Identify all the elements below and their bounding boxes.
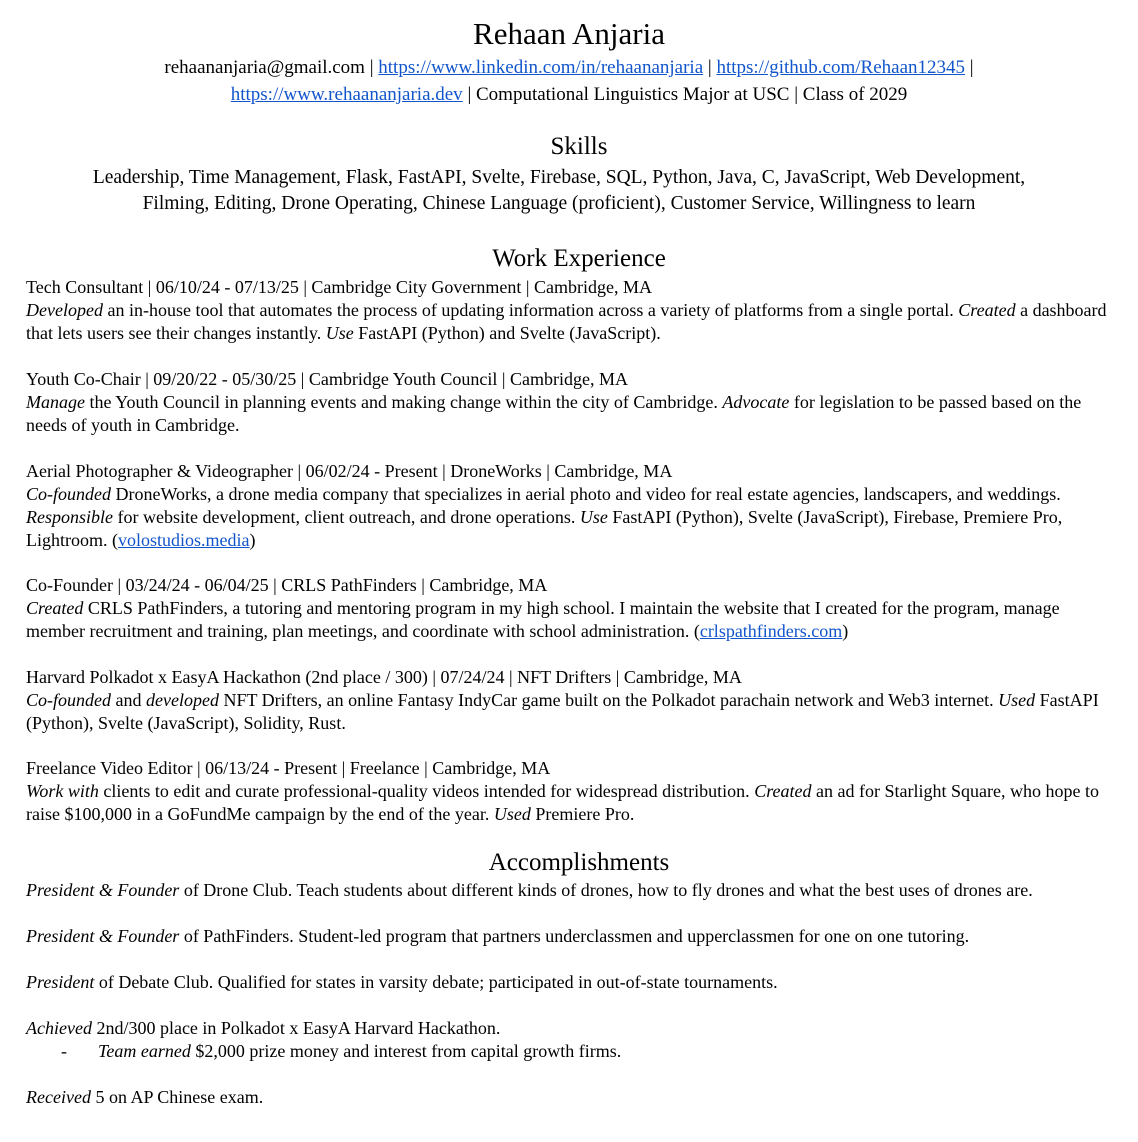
linkedin-link[interactable]: https://www.linkedin.com/in/rehaananjaria <box>378 57 704 78</box>
website-link[interactable]: https://www.rehaananjaria.dev <box>230 84 463 105</box>
skills-heading: Skills <box>550 133 608 160</box>
accomplishment-item: President & Founder of Drone Club. Teach students about different kinds of drones, how to fly drones and what the best uses of drones are. <box>26 880 1033 900</box>
pathfinders-link[interactable]: crlspathfinders.com <box>699 621 843 641</box>
bullet-dash: - <box>61 1041 67 1061</box>
job-entry <box>26 276 1116 345</box>
job-entry <box>26 757 1116 826</box>
job-entry <box>26 574 1116 643</box>
job-description: Manage the Youth Council in planning events and making change within the city of Cambridge. Advocate for legislation to be passed based on the needs of youth in Cambridge. <box>26 392 1082 435</box>
job-header: Co-Founder | 03/24/24 - 06/04/25 | CRLS PathFinders | Cambridge, MA <box>26 575 548 595</box>
email-text: rehaananjaria@gmail.com <box>164 57 365 78</box>
accomplishment-subitem: - Team earned $2,000 prize money and interest from capital growth firms. <box>61 1041 622 1061</box>
accomplishment-item: President & Founder of PathFinders. Student-led program that partners underclassmen and upperclassmen for one on one tutoring. <box>26 926 970 946</box>
job-description: Co-founded DroneWorks, a drone media company that specializes in aerial photo and video for real estate agencies, landscapers, and weddings. Responsible for website development, client outreach, and drone operations. Use FastAPI (Python), Svelte (JavaScript), Firebase, Premiere Pro, Lightroom. (volostudios.media) <box>26 484 1063 550</box>
github-link[interactable]: https://github.com/Rehaan12345 <box>716 57 966 78</box>
skills-list: Leadership, Time Management, Flask, FastAPI, Svelte, Firebase, SQL, Python, Java, C, JavaScript, Web Development, Filming, Editing, Drone Operating, Chinese Language (proficient), Customer Service, Willingness to learn <box>92 167 1026 214</box>
accomplishment-item: Received 5 on AP Chinese exam. <box>26 1087 264 1107</box>
droneworks-link[interactable]: volostudios.media <box>118 530 250 550</box>
job-entry <box>26 460 1116 552</box>
job-header: Aerial Photographer & Videographer | 06/02/24 - Present | DroneWorks | Cambridge, MA <box>26 461 673 481</box>
tagline: | Computational Linguistics Major at USC | Class of 2029 <box>462 84 908 105</box>
contact-info: rehaananjaria@gmail.com | https://www.linkedin.com/in/rehaananjaria | https://github.com/Rehaan12345 | https://www.rehaananjaria.dev | Computational Linguistics Major at USC | Class of 2029 <box>164 57 974 105</box>
work-heading: Work Experience <box>492 245 666 272</box>
resume-name: Rehaan Anjaria <box>473 16 665 51</box>
accomplishments-heading: Accomplishments <box>488 849 670 876</box>
job-description: Co-founded and developed NFT Drifters, an online Fantasy IndyCar game built on the Polkadot parachain network and Web3 internet. Used FastAPI (Python), Svelte (JavaScript), Solidity, Rust. <box>26 690 1099 733</box>
job-header: Youth Co-Chair | 09/20/22 - 05/30/25 | Cambridge Youth Council | Cambridge, MA <box>26 369 628 389</box>
job-header: Harvard Polkadot x EasyA Hackathon (2nd place / 300) | 07/24/24 | NFT Drifters | Cambridge, MA <box>26 667 742 687</box>
job-header: Freelance Video Editor | 06/13/24 - Present | Freelance | Cambridge, MA <box>26 758 551 778</box>
job-description: Work with clients to edit and curate professional-quality videos intended for widespread distribution. Created an ad for Starlight Square, who hope to raise $100,000 in a GoFundMe campaign by the end of the year. Used Premiere Pro. <box>26 781 1099 824</box>
accomplishment-item: President of Debate Club. Qualified for states in varsity debate; participated in out-of-state tournaments. <box>26 972 778 992</box>
job-entry <box>26 666 1116 735</box>
accomplishment-item: Achieved 2nd/300 place in Polkadot x EasyA Harvard Hackathon. - Team earned $2,000 prize money and interest from capital growth firms. <box>26 1017 1116 1063</box>
job-description: Developed an in-house tool that automates the process of updating information across a variety of platforms from a single portal. Created a dashboard that lets users see their changes instantly. Use FastAPI (Python) and Svelte (JavaScript). <box>26 300 1107 343</box>
job-entry <box>26 368 1116 437</box>
job-header: Tech Consultant | 06/10/24 - 07/13/25 | Cambridge City Government | Cambridge, MA <box>26 277 652 297</box>
job-description: Created CRLS PathFinders, a tutoring and mentoring program in my high school. I maintain the website that I created for the program, manage member recruitment and training, plan meetings, and coordinate with school administration. (crlspathfinders.com) <box>26 598 1060 641</box>
